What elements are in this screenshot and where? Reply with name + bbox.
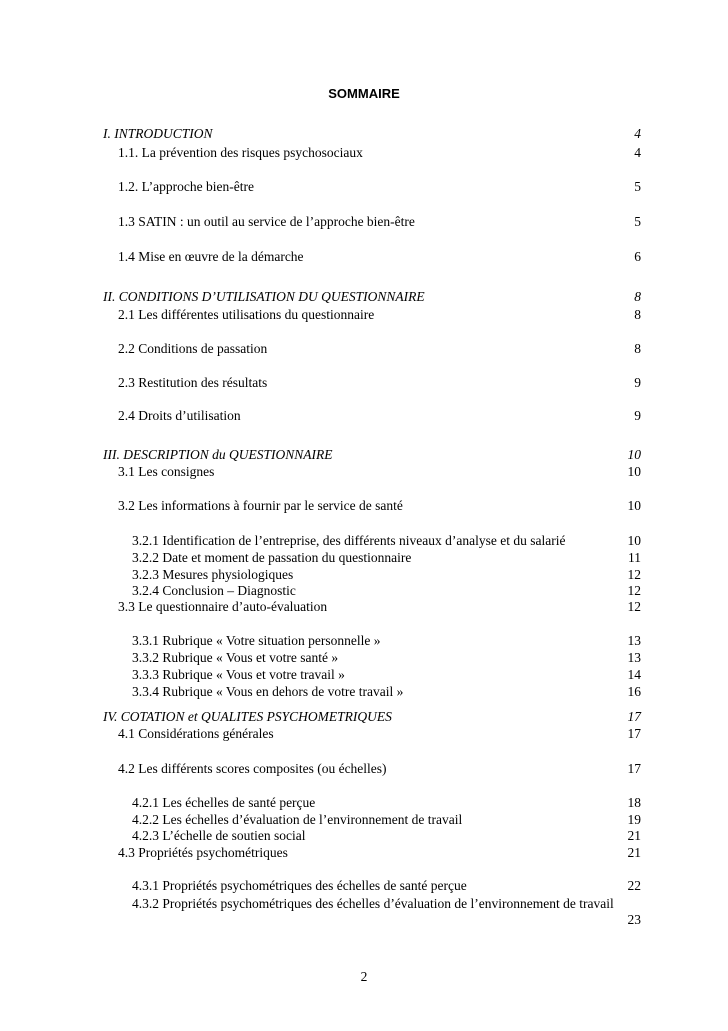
toc-entry[interactable] <box>0 828 728 844</box>
toc-entry[interactable] <box>0 533 728 549</box>
page-number: 2 <box>360 969 368 984</box>
page-title: SOMMAIRE <box>328 86 400 101</box>
toc-entry[interactable] <box>0 812 728 828</box>
toc-entry-label: III. DESCRIPTION du QUESTIONNAIRE <box>103 447 333 462</box>
toc-entry[interactable] <box>0 709 728 725</box>
toc-entry-page: 10 <box>627 464 641 479</box>
toc-entry-label: 3.3 Le questionnaire d’auto-évaluation <box>118 599 328 614</box>
toc-entry[interactable] <box>0 845 728 861</box>
toc-entry[interactable] <box>0 408 728 424</box>
toc-entry[interactable] <box>0 650 728 666</box>
toc-entry-page: 21 <box>627 828 641 843</box>
toc-entry-label: 4.3 Propriétés psychométriques <box>118 845 288 860</box>
toc-entry-label: 1.2. L’approche bien-être <box>118 179 254 194</box>
toc-entry-label: 2.1 Les différentes utilisations du questionnaire <box>118 307 375 322</box>
toc-entry[interactable] <box>0 633 728 649</box>
toc-entry-label: 4.2.2 Les échelles d’évaluation de l’environnement de travail <box>132 812 463 827</box>
toc-entry-label: 3.3.1 Rubrique « Votre situation personnelle » <box>132 633 381 648</box>
toc-entry[interactable] <box>0 289 728 305</box>
toc-entry[interactable] <box>0 878 728 894</box>
toc-entry-page: 12 <box>627 583 641 598</box>
toc-entry-page: 10 <box>627 498 641 513</box>
toc-entry[interactable] <box>0 567 728 583</box>
toc-entry[interactable] <box>0 795 728 811</box>
toc-entry-label: 2.4 Droits d’utilisation <box>118 408 241 423</box>
toc-entry-label: 2.2 Conditions de passation <box>118 341 268 356</box>
toc-entry-label: 3.2.3 Mesures physiologiques <box>132 567 294 582</box>
toc-entry-page: 17 <box>627 709 641 724</box>
toc-entry[interactable] <box>0 498 728 514</box>
toc-entry-label: 3.2.1 Identification de l’entreprise, des différents niveaux d’analyse et du salarié <box>132 533 566 548</box>
toc-entry-label: 4.3.2 Propriétés psychométriques des échelles d’évaluation de l’environnement de travail <box>132 896 614 911</box>
toc-entry-page: 4 <box>634 126 641 141</box>
toc-entry-label: 3.2 Les informations à fournir par le service de santé <box>118 498 403 513</box>
toc-entry-page: 12 <box>627 567 641 582</box>
toc-entry-label: II. CONDITIONS D’UTILISATION DU QUESTIONNAIRE <box>103 289 425 304</box>
toc-entry-label: IV. COTATION et QUALITES PSYCHOMETRIQUES <box>103 709 392 724</box>
toc-entry-page: 6 <box>634 249 641 264</box>
toc-entry-label: 3.1 Les consignes <box>118 464 215 479</box>
toc-entry[interactable] <box>0 684 728 700</box>
toc-entry-label: I. INTRODUCTION <box>103 126 213 141</box>
toc-entry-label: 3.3.2 Rubrique « Vous et votre santé » <box>132 650 339 665</box>
toc-entry-page: 9 <box>634 408 641 423</box>
toc-entry-label: 2.3 Restitution des résultats <box>118 375 268 390</box>
toc-entry-page: 8 <box>634 289 641 304</box>
toc-entry[interactable] <box>0 550 728 566</box>
toc-entry[interactable] <box>0 761 728 777</box>
toc-entry-page: 12 <box>627 599 641 614</box>
toc-entry-label: 4.1 Considérations générales <box>118 726 274 741</box>
toc-entry-page: 22 <box>627 878 641 893</box>
toc-entry-label: 1.4 Mise en œuvre de la démarche <box>118 249 304 264</box>
toc-entry-label: 4.2 Les différents scores composites (ou échelles) <box>118 761 387 776</box>
toc-entry[interactable] <box>0 249 728 265</box>
toc-entry-label: 3.2.2 Date et moment de passation du questionnaire <box>132 550 412 565</box>
toc-entry-page: 18 <box>627 795 641 810</box>
toc-entry-page: 17 <box>627 726 641 741</box>
toc-entry[interactable] <box>0 145 728 161</box>
toc-entry-label: 4.3.1 Propriétés psychométriques des échelles de santé perçue <box>132 878 467 893</box>
toc-entry-label: 1.1. La prévention des risques psychosociaux <box>118 145 363 160</box>
toc-entry-page: 10 <box>627 533 641 548</box>
toc-entry-label: 1.3 SATIN : un outil au service de l’approche bien-être <box>118 214 415 229</box>
toc-entry[interactable] <box>0 375 728 391</box>
toc-entry-page: 19 <box>627 812 641 827</box>
toc-entry[interactable] <box>0 341 728 357</box>
toc-entry-page: 4 <box>634 145 641 160</box>
toc-entry-page: 23 <box>627 912 641 927</box>
toc-entry-page: 21 <box>627 845 641 860</box>
toc-entry[interactable] <box>0 214 728 230</box>
toc-entry-label: 4.2.3 L’échelle de soutien social <box>132 828 306 843</box>
toc-entry-page: 8 <box>634 307 641 322</box>
toc-entry-page: 11 <box>628 550 641 565</box>
toc-entry[interactable] <box>0 179 728 195</box>
toc-entry-page: 8 <box>634 341 641 356</box>
toc-entry-page: 13 <box>627 633 641 648</box>
toc-entry-page: 14 <box>627 667 641 682</box>
toc-entry[interactable] <box>0 307 728 323</box>
toc-entry-page: 5 <box>634 179 641 194</box>
toc-entry-page: 17 <box>627 761 641 776</box>
toc-entry-label: 3.2.4 Conclusion – Diagnostic <box>132 583 296 598</box>
toc-entry[interactable] <box>0 464 728 480</box>
toc-entry-label: 4.2.1 Les échelles de santé perçue <box>132 795 316 810</box>
toc-entry[interactable] <box>0 895 728 929</box>
toc-entry-label: 3.3.3 Rubrique « Vous et votre travail » <box>132 667 345 682</box>
toc-entry-page: 13 <box>627 650 641 665</box>
toc-entry-page: 9 <box>634 375 641 390</box>
toc-entry[interactable] <box>0 726 728 742</box>
toc-entry-page: 5 <box>634 214 641 229</box>
toc-entry-page: 10 <box>627 447 641 462</box>
toc-entry-page: 16 <box>627 684 641 699</box>
toc-entry[interactable] <box>0 583 728 599</box>
toc-entry[interactable] <box>0 667 728 683</box>
toc-entry[interactable] <box>0 126 728 142</box>
toc-entry[interactable] <box>0 447 728 463</box>
toc-entry-label: 3.3.4 Rubrique « Vous en dehors de votre travail » <box>132 684 404 699</box>
toc-entry[interactable] <box>0 599 728 615</box>
